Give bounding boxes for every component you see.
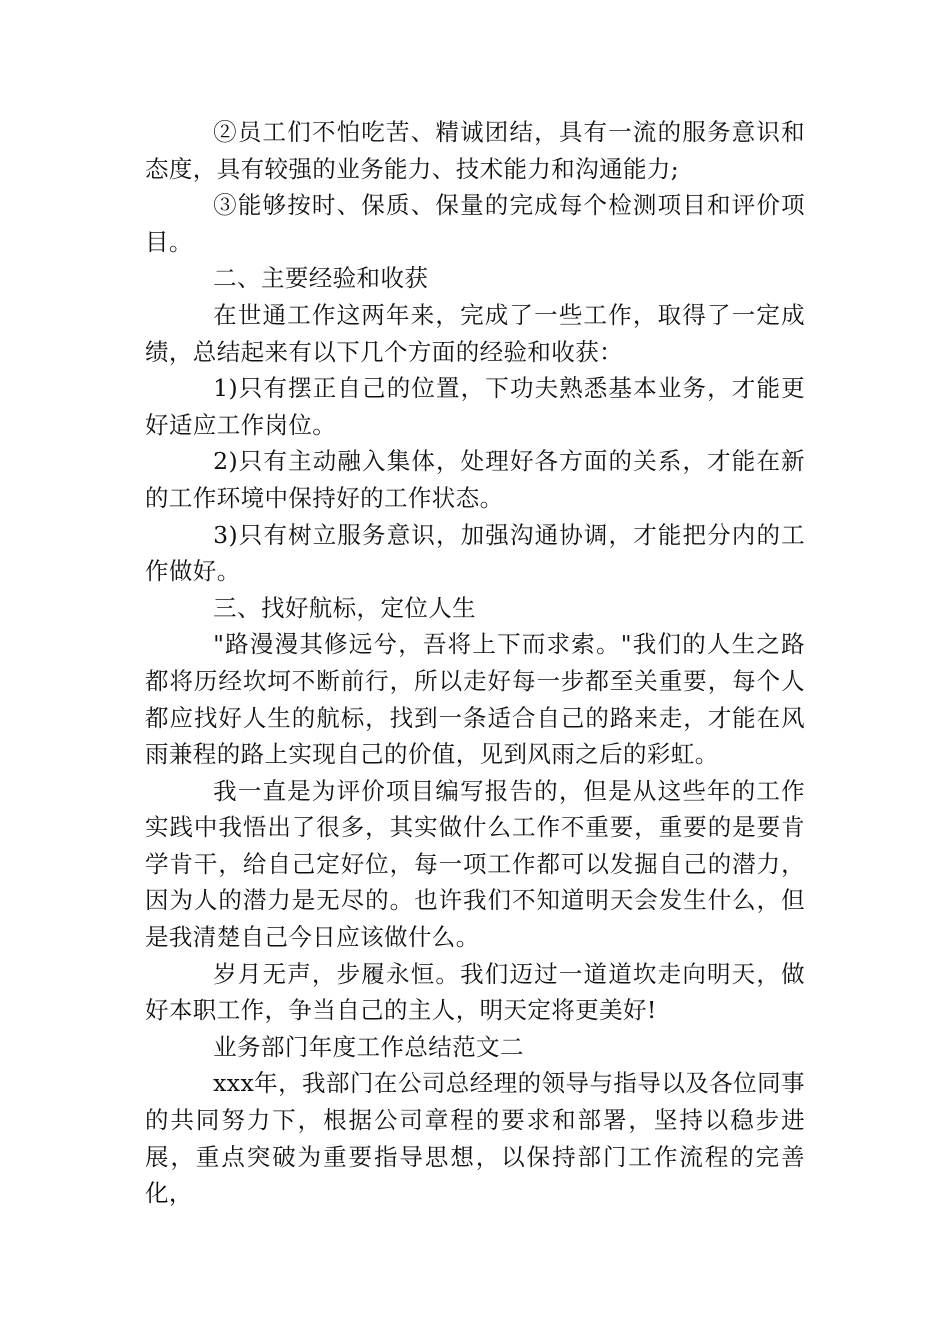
document-subtitle: 业务部门年度工作总结范文二 bbox=[213, 1032, 524, 1061]
paragraph: 岁月无声，步履永恒。我们迈过一道道坎走向明天，做好本职工作，争当自己的主人，明天定将更美好! bbox=[145, 959, 805, 1025]
paragraph: ②员工们不怕吃苦、精诚团结，具有一流的服务意识和态度，具有较强的业务能力、技术能力和沟通能力; bbox=[145, 118, 805, 183]
paragraph: 3)只有树立服务意识，加强沟通协调，才能把分内的工作做好。 bbox=[145, 520, 805, 586]
paragraph: ③能够按时、保质、保量的完成每个检测项目和评价项目。 bbox=[145, 191, 805, 256]
paragraph: 我一直是为评价项目编写报告的，但是从这些年的工作实践中我悟出了很多，其实做什么工作不重要，重要的是要肯学肯干，给自己定好位，每一项工作都可以发掘自己的潜力，因为人的潜力是无尽的。也许我们不知道明天会发生什么，但是我清楚自己今日应该做什么。 bbox=[145, 776, 805, 952]
paragraph: "路漫漫其修远兮，吾将上下而求索。"我们的人生之路都将历经坎坷不断前行，所以走好每一步都至关重要，每个人都应找好人生的航标，找到一条适合自己的路来走，才能在风雨兼程的路上实现自己的价值，见到风雨之后的彩虹。 bbox=[145, 630, 805, 769]
paragraph: 2)只有主动融入集体，处理好各方面的关系，才能在新的工作环境中保持好的工作状态。 bbox=[145, 447, 805, 512]
paragraph: 在世通工作这两年来，完成了一些工作，取得了一定成绩，总结起来有以下几个方面的经验和收获： bbox=[145, 300, 805, 366]
paragraph: xxx年，我部门在公司总经理的领导与指导以及各位同事的共同努力下，根据公司章程的要求和部署，坚持以稳步进展，重点突破为重要指导思想，以保持部门工作流程的完善化， bbox=[145, 1069, 805, 1208]
section-heading: 二、主要经验和收获 bbox=[213, 264, 429, 293]
document-body bbox=[145, 114, 805, 1212]
section-heading: 三、找好航标，定位人生 bbox=[213, 593, 477, 622]
paragraph: 1)只有摆正自己的位置，下功夫熟悉基本业务，才能更好适应工作岗位。 bbox=[145, 374, 805, 439]
